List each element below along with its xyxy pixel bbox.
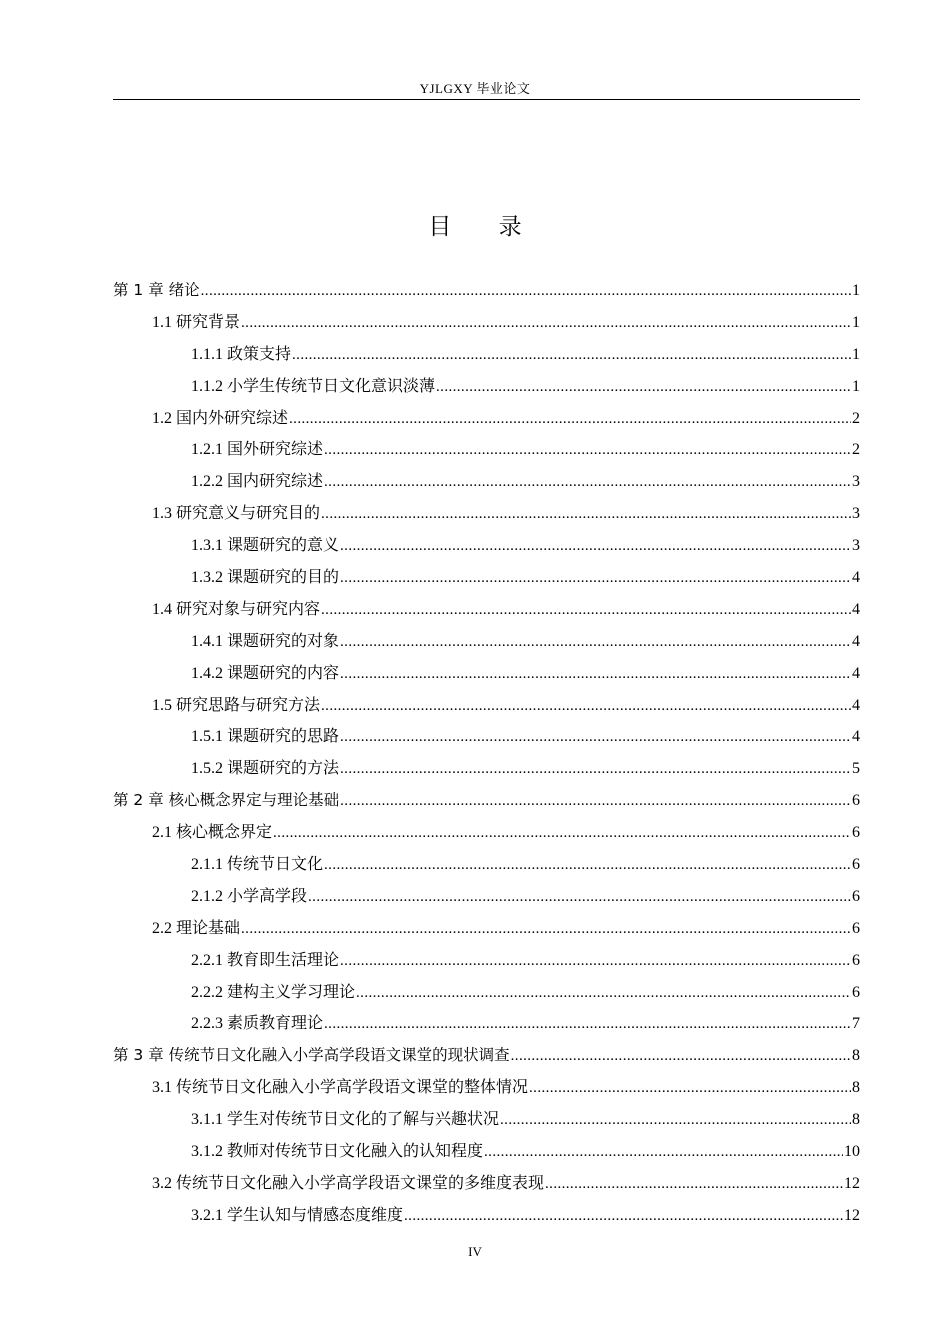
toc-entry[interactable] bbox=[113, 371, 860, 403]
toc-dot-leader bbox=[241, 308, 851, 340]
toc-entry-title: 1.2.1 国外研究综述 bbox=[191, 441, 324, 459]
toc-entry[interactable] bbox=[113, 1008, 860, 1040]
toc-dot-leader bbox=[356, 978, 851, 1010]
toc-entry-page: 6 bbox=[852, 887, 860, 905]
toc-dot-leader bbox=[340, 627, 851, 659]
toc-dot-leader bbox=[324, 435, 851, 467]
toc-entry-title: 2.2.3 素质教育理论 bbox=[191, 1015, 324, 1033]
toc-entry-page: 6 bbox=[852, 983, 860, 1001]
toc-entry-title: 1.3.1 课题研究的意义 bbox=[191, 537, 340, 555]
toc-entry[interactable] bbox=[113, 466, 860, 498]
toc-dot-leader bbox=[529, 1073, 851, 1105]
toc-entry[interactable] bbox=[113, 977, 860, 1009]
toc-entry-page: 1 bbox=[852, 377, 860, 395]
toc-entry-title: 2.1.1 传统节日文化 bbox=[191, 856, 324, 874]
toc-entry-title: 1.3 研究意义与研究目的 bbox=[152, 505, 321, 523]
toc-dot-leader bbox=[324, 467, 851, 499]
toc-entry[interactable] bbox=[113, 881, 860, 913]
toc-entry-page: 6 bbox=[852, 951, 860, 969]
toc-entry-title: 3.2.1 学生认知与情感态度维度 bbox=[191, 1206, 404, 1224]
toc-dot-leader bbox=[340, 531, 851, 563]
toc-entry-page: 4 bbox=[852, 569, 860, 587]
toc-entry-title: 1.4.1 课题研究的对象 bbox=[191, 632, 340, 650]
toc-entry-title: 3.1.1 学生对传统节日文化的了解与兴趣状况 bbox=[191, 1111, 500, 1129]
toc-entry-page: 4 bbox=[852, 728, 860, 746]
toc-entry-title: 2.1.2 小学高学段 bbox=[191, 887, 308, 905]
toc-entry-page: 5 bbox=[852, 760, 860, 778]
toc-entry[interactable] bbox=[113, 1040, 860, 1072]
toc-dot-leader bbox=[511, 1041, 851, 1073]
toc-entry-page: 1 bbox=[852, 345, 860, 363]
toc-entry-title: 1.2 国内外研究综述 bbox=[152, 409, 289, 427]
toc-entry[interactable] bbox=[113, 594, 860, 626]
toc-entry[interactable] bbox=[113, 530, 860, 562]
toc-entry-page: 8 bbox=[852, 1047, 860, 1065]
toc-entry[interactable] bbox=[113, 339, 860, 371]
toc-entry-page: 4 bbox=[852, 600, 860, 618]
page-header: YJLGXY 毕业论文 bbox=[419, 81, 531, 96]
toc-entry[interactable] bbox=[113, 275, 860, 307]
toc-entry[interactable] bbox=[113, 785, 860, 817]
toc-entry-title: 3.1 传统节日文化融入小学高学段语文课堂的整体情况 bbox=[152, 1079, 529, 1097]
page-number: IV bbox=[468, 1244, 482, 1259]
toc-entry[interactable] bbox=[113, 434, 860, 466]
toc-entry[interactable] bbox=[113, 1200, 860, 1232]
toc-title: 目 录 bbox=[428, 214, 542, 240]
toc-entry-page: 3 bbox=[852, 473, 860, 491]
toc-dot-leader bbox=[321, 691, 851, 723]
header-divider bbox=[113, 99, 860, 100]
toc-entry[interactable] bbox=[113, 626, 860, 658]
toc-entry-page: 4 bbox=[852, 664, 860, 682]
toc-dot-leader bbox=[308, 882, 851, 914]
toc-entry-page: 2 bbox=[852, 441, 860, 459]
toc-entry[interactable] bbox=[113, 849, 860, 881]
toc-dot-leader bbox=[241, 914, 851, 946]
toc-entry-page: 8 bbox=[852, 1079, 860, 1097]
toc-dot-leader bbox=[340, 659, 851, 691]
toc-dot-leader bbox=[545, 1169, 843, 1201]
toc-entry-page: 3 bbox=[852, 505, 860, 523]
toc-entry-page: 2 bbox=[852, 409, 860, 427]
toc-dot-leader bbox=[289, 404, 851, 436]
toc-dot-leader bbox=[340, 754, 851, 786]
toc-entry-title: 1.1.2 小学生传统节日文化意识淡薄 bbox=[191, 377, 436, 395]
toc-dot-leader bbox=[201, 276, 851, 308]
toc-entry-title: 2.2 理论基础 bbox=[152, 919, 241, 937]
toc-entry-title: 3.1.2 教师对传统节日文化融入的认知程度 bbox=[191, 1143, 484, 1161]
toc-entry-page: 6 bbox=[852, 824, 860, 842]
toc-dot-leader bbox=[340, 563, 851, 595]
toc-entry-page: 6 bbox=[852, 792, 860, 810]
toc-entry-title: 1.2.2 国内研究综述 bbox=[191, 473, 324, 491]
toc-entry[interactable] bbox=[113, 1104, 860, 1136]
toc-dot-leader bbox=[436, 372, 851, 404]
table-of-contents bbox=[113, 275, 860, 1232]
toc-dot-leader bbox=[340, 722, 851, 754]
toc-dot-leader bbox=[500, 1105, 851, 1137]
toc-entry-page: 6 bbox=[852, 856, 860, 874]
toc-dot-leader bbox=[321, 499, 851, 531]
toc-entry-page: 12 bbox=[844, 1174, 860, 1192]
toc-dot-leader bbox=[404, 1201, 843, 1233]
toc-entry-title: 第 3 章 传统节日文化融入小学高学段语文课堂的现状调查 bbox=[113, 1046, 510, 1065]
toc-entry-page: 4 bbox=[852, 632, 860, 650]
toc-entry-title: 2.2.2 建构主义学习理论 bbox=[191, 983, 356, 1001]
toc-entry[interactable] bbox=[113, 1136, 860, 1168]
toc-entry-title: 3.2 传统节日文化融入小学高学段语文课堂的多维度表现 bbox=[152, 1174, 545, 1192]
toc-entry-page: 12 bbox=[844, 1206, 860, 1224]
toc-entry-title: 1.4.2 课题研究的内容 bbox=[191, 664, 340, 682]
toc-entry[interactable] bbox=[113, 307, 860, 339]
toc-entry-page: 1 bbox=[852, 282, 860, 299]
toc-entry[interactable] bbox=[113, 913, 860, 945]
toc-entry[interactable] bbox=[113, 753, 860, 785]
toc-entry[interactable] bbox=[113, 817, 860, 849]
toc-entry-page: 3 bbox=[852, 537, 860, 555]
toc-entry-title: 2.1 核心概念界定 bbox=[152, 824, 273, 842]
toc-entry-title: 1.4 研究对象与研究内容 bbox=[152, 600, 321, 618]
toc-entry[interactable] bbox=[113, 945, 860, 977]
toc-entry[interactable] bbox=[113, 1072, 860, 1104]
toc-entry-title: 1.1 研究背景 bbox=[152, 313, 241, 331]
toc-entry-page: 1 bbox=[852, 313, 860, 331]
toc-entry[interactable] bbox=[113, 403, 860, 435]
toc-entry-title: 1.1.1 政策支持 bbox=[191, 345, 292, 363]
toc-dot-leader bbox=[340, 786, 851, 818]
toc-entry-title: 1.5.2 课题研究的方法 bbox=[191, 760, 340, 778]
toc-entry[interactable] bbox=[113, 1168, 860, 1200]
toc-entry-title: 1.5.1 课题研究的思路 bbox=[191, 728, 340, 746]
toc-dot-leader bbox=[484, 1137, 843, 1169]
toc-entry[interactable] bbox=[113, 562, 860, 594]
toc-dot-leader bbox=[292, 340, 851, 372]
toc-entry-page: 7 bbox=[852, 1015, 860, 1033]
toc-entry[interactable] bbox=[113, 498, 860, 530]
toc-entry-title: 第 1 章 绪论 bbox=[113, 281, 200, 299]
toc-entry-page: 6 bbox=[852, 919, 860, 937]
toc-entry[interactable] bbox=[113, 658, 860, 690]
toc-dot-leader bbox=[324, 1009, 851, 1041]
toc-dot-leader bbox=[340, 946, 851, 978]
toc-entry-title: 1.3.2 课题研究的目的 bbox=[191, 569, 340, 587]
toc-dot-leader bbox=[324, 850, 851, 882]
toc-entry-page: 4 bbox=[852, 696, 860, 714]
toc-entry-page: 8 bbox=[852, 1111, 860, 1129]
toc-entry[interactable] bbox=[113, 721, 860, 753]
toc-entry-page: 10 bbox=[844, 1143, 860, 1161]
toc-dot-leader bbox=[273, 818, 851, 850]
toc-entry-title: 第 2 章 核心概念界定与理论基础 bbox=[113, 791, 340, 810]
toc-dot-leader bbox=[321, 595, 851, 627]
toc-entry[interactable] bbox=[113, 690, 860, 722]
toc-entry-title: 2.2.1 教育即生活理论 bbox=[191, 951, 340, 969]
toc-entry-title: 1.5 研究思路与研究方法 bbox=[152, 696, 321, 714]
